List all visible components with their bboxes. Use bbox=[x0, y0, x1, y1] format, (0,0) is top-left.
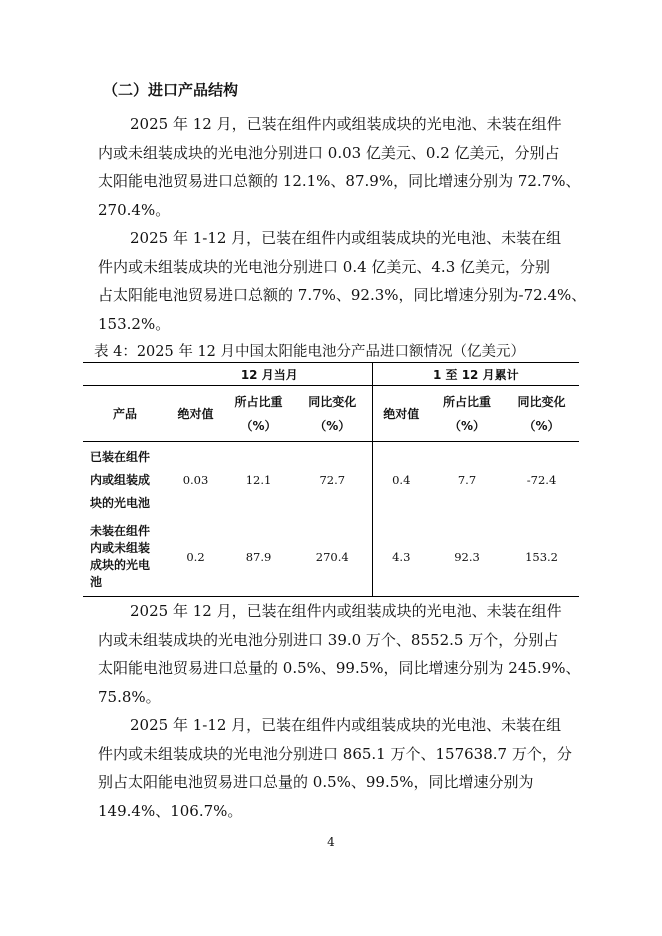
header-line: 同比变化 bbox=[308, 394, 357, 409]
paragraph-line: 2025 年 12 月，已装在组件内或组装成块的光电池、未装在组件 bbox=[130, 602, 562, 620]
paragraph-1 bbox=[98, 110, 580, 224]
paragraph-3 bbox=[98, 597, 580, 711]
header-line: 同比变化 bbox=[517, 394, 566, 409]
paragraph-line: 149.4%、106.7%。 bbox=[98, 801, 243, 820]
paragraph-line: 占太阳能电池贸易进口总额的 7.7%、92.3%，同比增速分别为-72.4%、 bbox=[98, 286, 587, 304]
header-line: （%） bbox=[240, 418, 277, 433]
col-header-share bbox=[224, 386, 293, 442]
month-share-cell: 87.9 bbox=[224, 518, 293, 597]
section-heading: （二）进口产品结构 bbox=[103, 81, 239, 99]
month-abs-cell: 0.2 bbox=[167, 518, 224, 597]
product-line: 池 bbox=[90, 575, 103, 589]
month-abs-cell: 0.03 bbox=[182, 473, 209, 487]
col-header-yoy bbox=[293, 386, 372, 442]
paragraph-line: 太阳能电池贸易进口总量的 0.5%、99.5%，同比增速分别为 245.9%、 bbox=[98, 659, 581, 677]
cum-abs-cell: 4.3 bbox=[372, 518, 430, 597]
import-table bbox=[83, 362, 579, 597]
table-group-header-row bbox=[83, 363, 579, 386]
paragraph-line: 内或未组装成块的光电池分别进口 39.0 万个、8552.5 万个，分别占 bbox=[98, 630, 559, 649]
cum-abs-cell: 0.4 bbox=[372, 442, 430, 519]
product-line: 成块的光电 bbox=[90, 558, 151, 572]
product-line: 未装在组件 bbox=[90, 524, 151, 538]
header-line: 所占比重 bbox=[443, 394, 492, 409]
header-line: （%） bbox=[523, 418, 560, 433]
header-line: （%） bbox=[449, 418, 486, 433]
paragraph-line: 2025 年 12 月，已装在组件内或组装成块的光电池、未装在组件 bbox=[130, 115, 562, 133]
paragraph-line: 2025 年 1-12 月，已装在组件内或组装成块的光电池、未装在组 bbox=[130, 716, 562, 734]
table-row bbox=[83, 518, 579, 597]
month-yoy-cell: 270.4 bbox=[293, 518, 372, 597]
page-number: 4 bbox=[327, 835, 335, 849]
month-yoy-cell: 72.7 bbox=[319, 473, 346, 487]
header-line: （%） bbox=[314, 418, 351, 433]
paragraph-2 bbox=[98, 224, 587, 338]
product-cell bbox=[83, 518, 167, 597]
col-header-abs: 绝对值 bbox=[372, 386, 430, 442]
product-cell bbox=[83, 442, 167, 519]
paragraph-line: 别占太阳能电池贸易进口总量的 0.5%、99.5%，同比增速分别为 bbox=[98, 773, 534, 791]
paragraph-line: 75.8%。 bbox=[98, 687, 161, 706]
table-header-blank bbox=[83, 363, 167, 386]
table-row bbox=[83, 442, 579, 519]
col-header-yoy bbox=[504, 386, 579, 442]
group-header-month: 12 月当月 bbox=[167, 363, 372, 386]
paragraph-line: 153.2%。 bbox=[98, 314, 171, 333]
header-line: 所占比重 bbox=[234, 394, 283, 409]
cum-yoy-cell: 153.2 bbox=[504, 518, 579, 597]
table-caption: 表 4：2025 年 12 月中国太阳能电池分产品进口额情况（亿美元） bbox=[94, 344, 526, 360]
col-header-abs: 绝对值 bbox=[167, 386, 224, 442]
cum-share-cell: 7.7 bbox=[457, 473, 477, 487]
product-line: 内或组装成 bbox=[90, 472, 151, 487]
paragraph-4 bbox=[98, 711, 580, 825]
cum-yoy-cell: -72.4 bbox=[526, 473, 557, 487]
paragraph-line: 内或未组装成块的光电池分别进口 0.03 亿美元、0.2 亿美元，分别占 bbox=[98, 143, 560, 162]
col-header-share bbox=[430, 386, 504, 442]
cum-share-cell: 92.3 bbox=[430, 518, 504, 597]
month-share-cell: 12.1 bbox=[245, 473, 272, 487]
product-line: 块的光电池 bbox=[90, 495, 151, 510]
paragraph-line: 2025 年 1-12 月，已装在组件内或组装成块的光电池、未装在组 bbox=[130, 229, 562, 247]
paragraph-line: 件内或未组装成块的光电池分别进口 0.4 亿美元、4.3 亿美元，分别 bbox=[98, 257, 551, 276]
product-line: 已装在组件 bbox=[90, 449, 151, 464]
paragraph-line: 太阳能电池贸易进口总额的 12.1%、87.9%，同比增速分别为 72.7%、 bbox=[98, 172, 581, 190]
table-column-header-row bbox=[83, 386, 579, 442]
paragraph-line: 270.4%。 bbox=[98, 200, 171, 219]
paragraph-line: 件内或未组装成块的光电池分别进口 865.1 万个、157638.7 万个，分 bbox=[98, 744, 572, 763]
product-line: 内或未组装 bbox=[90, 541, 151, 555]
col-header-product: 产品 bbox=[83, 386, 167, 442]
group-header-cumulative: 1 至 12 月累计 bbox=[372, 363, 579, 386]
